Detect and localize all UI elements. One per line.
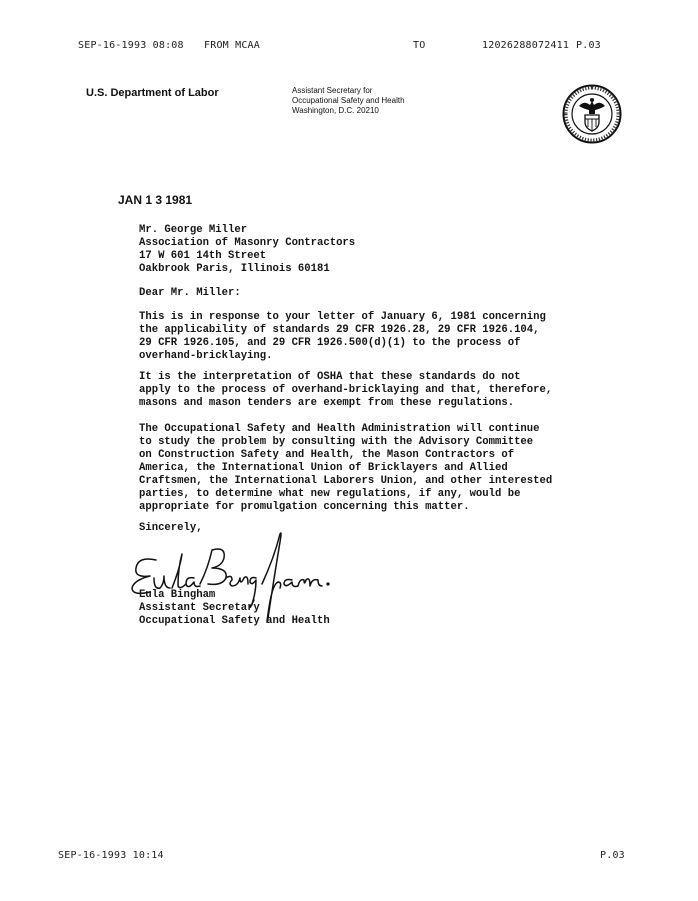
salutation: Dear Mr. Miller:: [139, 287, 241, 299]
paragraph-line: overhand-bricklaying.: [139, 350, 273, 362]
signer-block: [139, 589, 330, 628]
office-line: Washington, D.C. 20210: [292, 106, 379, 115]
letter-date: JAN 1 3 1981: [118, 193, 193, 207]
paragraph-line: on Construction Safety and Health, the Mason Contractors of: [139, 449, 515, 461]
agency-name: U.S. Department of Labor: [86, 87, 219, 99]
paragraph-line: It is the interpretation of OSHA that these standards do not: [139, 371, 521, 383]
fax-footer-page: P.03: [600, 850, 625, 861]
paragraph-line: to study the problem by consulting with the Advisory Committee: [139, 436, 534, 448]
fax-header-datetime: SEP-16-1993 08:08: [78, 40, 184, 51]
body-paragraph: [139, 423, 552, 514]
address-line: Association of Masonry Contractors: [139, 237, 356, 249]
paragraph-line: appropriate for promulgation concerning this matter.: [139, 501, 470, 513]
signer-title: Assistant Secretary: [139, 602, 260, 614]
paragraph-line: apply to the process of overhand-bricklaying and that, therefore,: [139, 384, 553, 396]
paragraph-line: This is in response to your letter of January 6, 1981 concerning: [139, 311, 546, 323]
body-paragraph: [139, 311, 546, 363]
recipient-address: [139, 224, 355, 276]
signer-office: Occupational Safety and Health: [139, 615, 330, 627]
address-line: 17 W 601 14th Street: [139, 250, 267, 262]
office-block: [292, 86, 405, 116]
paragraph-line: masons and mason tenders are exempt from these regulations.: [139, 397, 515, 409]
paragraph-line: The Occupational Safety and Health Administration will continue: [139, 423, 540, 435]
paragraph-line: America, the International Union of Bricklayers and Allied: [139, 462, 508, 474]
office-line: Occupational Safety and Health: [292, 96, 405, 105]
fax-header-to: TO: [413, 40, 426, 51]
paragraph-line: the applicability of standards 29 CFR 1926.28, 29 CFR 1926.104,: [139, 324, 540, 336]
department-seal-icon: [562, 84, 622, 144]
paragraph-line: 29 CFR 1926.105, and 29 CFR 1926.500(d)(1) to the process of: [139, 337, 521, 349]
office-line: Assistant Secretary for: [292, 86, 373, 95]
fax-footer-datetime: SEP-16-1993 10:14: [58, 850, 164, 861]
closing: Sincerely,: [139, 522, 203, 534]
fax-header-number: 12026288072411: [482, 40, 570, 51]
address-line: Oakbrook Paris, Illinois 60181: [139, 263, 330, 275]
paragraph-line: parties, to determine what new regulations, if any, would be: [139, 488, 521, 500]
paragraph-line: Craftsmen, the International Laborers Union, and other interested: [139, 475, 553, 487]
signer-name: Eula Bingham: [139, 589, 216, 601]
fax-header-page: P.03: [576, 40, 601, 51]
fax-header-from: FROM MCAA: [204, 40, 260, 51]
address-line: Mr. George Miller: [139, 224, 248, 236]
body-paragraph: [139, 371, 552, 410]
